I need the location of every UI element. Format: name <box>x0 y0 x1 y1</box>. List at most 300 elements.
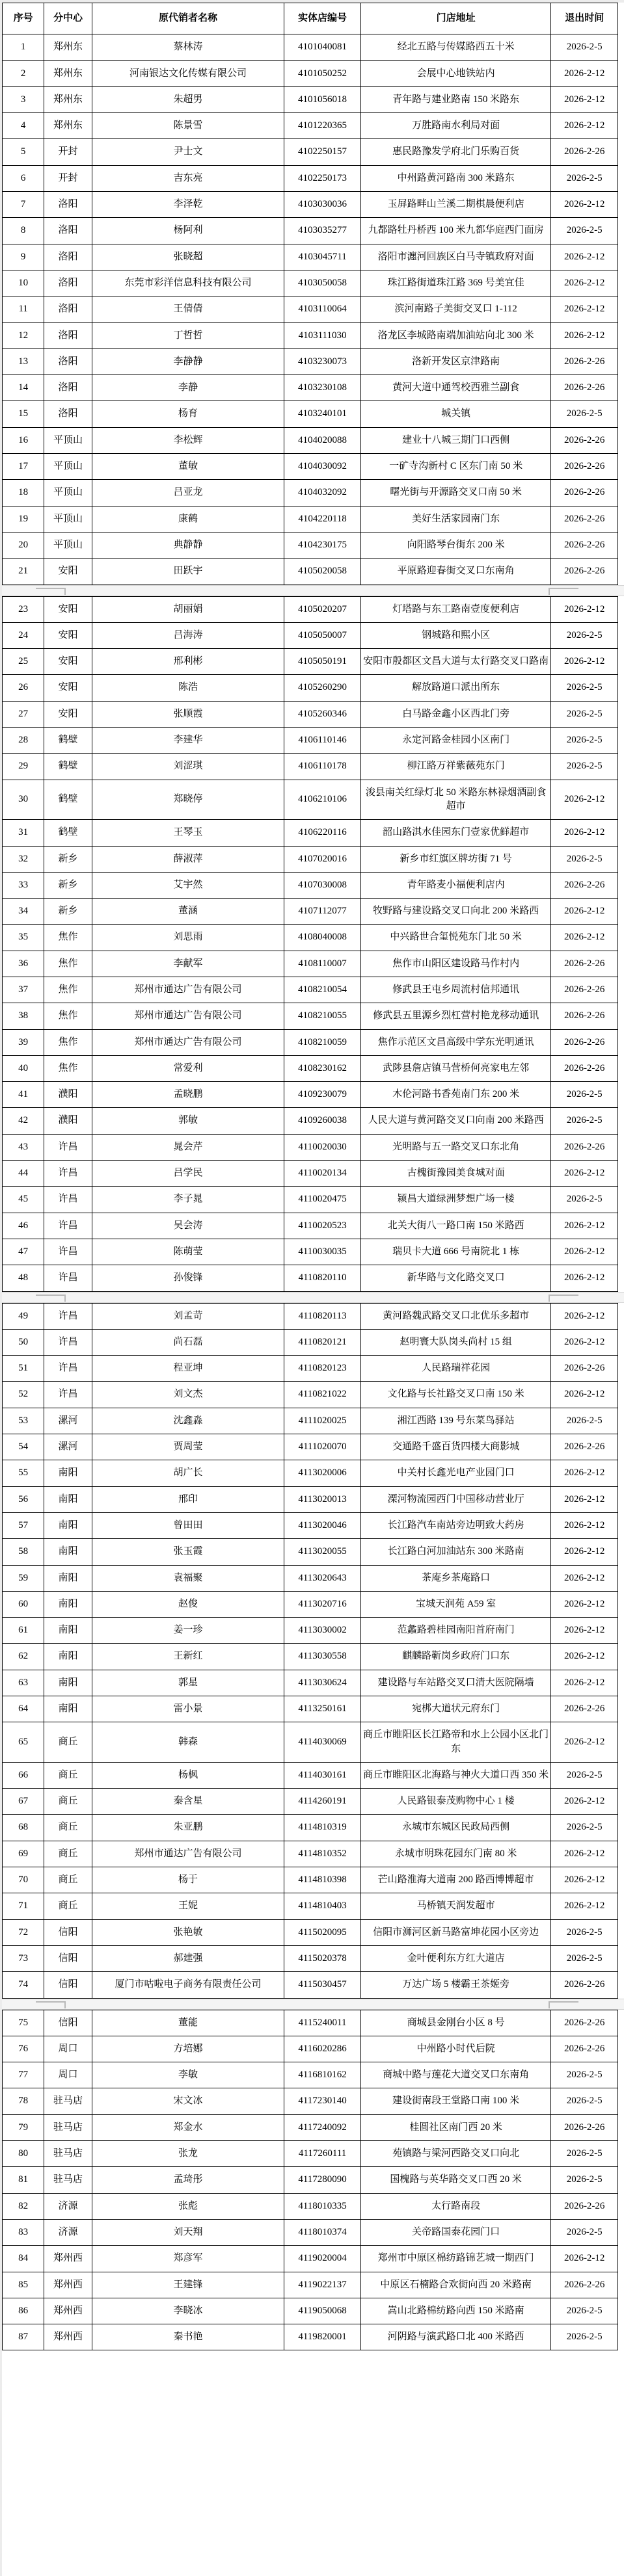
cell-serial: 17 <box>3 454 44 480</box>
cell-store-address: 太行路南段 <box>360 2193 551 2219</box>
cell-store-code: 4105260346 <box>284 701 361 727</box>
table-row <box>3 244 618 270</box>
cell-branch: 商丘 <box>44 1867 92 1893</box>
cell-store-address: 长江路汽车南站旁边明致大药房 <box>360 1512 551 1538</box>
cell-exit-date: 2026-2-26 <box>551 375 618 401</box>
table-row <box>3 2114 618 2140</box>
cell-store-address: 永城市明珠花园东门南 80 米 <box>360 1841 551 1867</box>
cell-store-address: 信阳市浉河区新马路富坤花园小区旁边 <box>360 1919 551 1945</box>
cell-exit-date: 2026-2-26 <box>551 480 618 506</box>
cell-serial: 19 <box>3 506 44 532</box>
cell-exit-date: 2026-2-12 <box>551 1565 618 1591</box>
cell-agent-name: 姜一珍 <box>92 1618 284 1644</box>
cell-store-address: 商城县金刚台小区 8 号 <box>360 2010 551 2036</box>
cell-branch: 南阳 <box>44 1618 92 1644</box>
cell-store-address: 麒麟路靳岗乡政府门口东 <box>360 1644 551 1670</box>
cell-branch: 驻马店 <box>44 2141 92 2167</box>
cell-branch: 驻马店 <box>44 2114 92 2140</box>
cell-exit-date: 2026-2-5 <box>551 846 618 872</box>
cell-store-code: 4101040081 <box>284 34 361 60</box>
cell-exit-date: 2026-2-12 <box>551 86 618 112</box>
cell-serial: 30 <box>3 780 44 820</box>
cell-exit-date: 2026-2-26 <box>551 532 618 558</box>
cell-store-address: 金叶便利东方红大道店 <box>360 1945 551 1971</box>
cell-branch: 洛阳 <box>44 322 92 348</box>
cell-agent-name: 孟晓鹏 <box>92 1082 284 1108</box>
cell-store-address: 郑州市中原区棉纺路锦艺城一期西门 <box>360 2246 551 2272</box>
cell-branch: 焦作 <box>44 925 92 951</box>
cell-agent-name: 孟琦彤 <box>92 2167 284 2193</box>
table-row <box>3 2141 618 2167</box>
cell-agent-name: 李泽乾 <box>92 192 284 218</box>
cell-store-address: 交通路千盛百货四楼大商影城 <box>360 1434 551 1460</box>
cell-serial: 11 <box>3 296 44 322</box>
cell-agent-name: 郑金水 <box>92 2114 284 2140</box>
cell-agent-name: 尚石磊 <box>92 1329 284 1355</box>
cell-agent-name: 杨阿利 <box>92 218 284 244</box>
cell-agent-name: 李敏 <box>92 2062 284 2088</box>
cell-store-code: 4108110007 <box>284 951 361 977</box>
cell-store-code: 4113020055 <box>284 1539 361 1565</box>
cell-store-code: 4106110146 <box>284 728 361 754</box>
cell-serial: 82 <box>3 2193 44 2219</box>
agent-exit-table-part-3 <box>2 1303 618 1999</box>
cell-exit-date: 2026-2-5 <box>551 218 618 244</box>
cell-agent-name: 尹士文 <box>92 139 284 165</box>
table-row <box>3 1003 618 1029</box>
table-row <box>3 139 618 165</box>
page-break-indicator <box>2 1292 624 1303</box>
cell-store-address: 万达广场 5 楼霸王茶姬旁 <box>360 1972 551 1998</box>
cell-exit-date: 2026-2-12 <box>551 322 618 348</box>
cell-store-address: 人民路银泰茂购物中心 1 楼 <box>360 1789 551 1815</box>
cell-serial: 9 <box>3 244 44 270</box>
page-corner-mark-icon <box>549 588 578 595</box>
cell-agent-name: 李建华 <box>92 728 284 754</box>
cell-serial: 55 <box>3 1460 44 1486</box>
cell-store-code: 4103240101 <box>284 401 361 427</box>
cell-store-code: 4111020070 <box>284 1434 361 1460</box>
cell-branch: 许昌 <box>44 1213 92 1239</box>
cell-store-address: 黄河大道中通驾校西雅兰副食 <box>360 375 551 401</box>
cell-exit-date: 2026-2-12 <box>551 1486 618 1512</box>
cell-exit-date: 2026-2-5 <box>551 675 618 701</box>
cell-store-code: 4108210055 <box>284 1003 361 1029</box>
cell-serial: 84 <box>3 2246 44 2272</box>
cell-store-code: 4104230175 <box>284 532 361 558</box>
cell-agent-name: 东莞市彩洋信息科技有限公司 <box>92 270 284 296</box>
cell-store-code: 4115030457 <box>284 1972 361 1998</box>
cell-branch: 许昌 <box>44 1134 92 1160</box>
cell-exit-date: 2026-2-26 <box>551 1003 618 1029</box>
table-row <box>3 754 618 780</box>
cell-store-code: 4110020030 <box>284 1134 361 1160</box>
cell-exit-date: 2026-2-5 <box>551 2219 618 2245</box>
cell-exit-date: 2026-2-26 <box>551 559 618 585</box>
cell-serial: 81 <box>3 2167 44 2193</box>
cell-agent-name: 郑彦军 <box>92 2246 284 2272</box>
table-row <box>3 622 618 648</box>
cell-branch: 洛阳 <box>44 270 92 296</box>
cell-branch: 许昌 <box>44 1187 92 1213</box>
cell-store-code: 4113030002 <box>284 1618 361 1644</box>
cell-agent-name: 沈鑫淼 <box>92 1408 284 1434</box>
table-row <box>3 1815 618 1841</box>
cell-agent-name: 程亚坤 <box>92 1356 284 1382</box>
cell-branch: 安阳 <box>44 596 92 622</box>
cell-store-code: 4105050191 <box>284 649 361 675</box>
cell-branch: 焦作 <box>44 977 92 1003</box>
cell-branch: 郑州东 <box>44 86 92 112</box>
cell-store-code: 4107020016 <box>284 846 361 872</box>
page-corner-mark-icon <box>549 2001 578 2008</box>
cell-serial: 61 <box>3 1618 44 1644</box>
table-row <box>3 427 618 453</box>
table-row <box>3 872 618 898</box>
cell-exit-date: 2026-2-5 <box>551 401 618 427</box>
cell-exit-date: 2026-2-5 <box>551 1408 618 1434</box>
cell-serial: 42 <box>3 1108 44 1134</box>
table-row <box>3 1382 618 1408</box>
cell-store-address: 惠民路豫发学府北门乐购百货 <box>360 139 551 165</box>
cell-branch: 郑州西 <box>44 2272 92 2298</box>
cell-store-address: 九都路牡丹桥西 100 米九都华庭西门面房 <box>360 218 551 244</box>
table-row <box>3 322 618 348</box>
cell-store-address: 人民大道与黄河路交叉口向南 200 米路西 <box>360 1108 551 1134</box>
cell-exit-date: 2026-2-12 <box>551 270 618 296</box>
cell-store-code: 4110820110 <box>284 1265 361 1291</box>
cell-store-address: 牧野路与建设路交叉口向北 200 米路西 <box>360 899 551 925</box>
cell-branch: 南阳 <box>44 1644 92 1670</box>
cell-agent-name: 薛淑萍 <box>92 846 284 872</box>
cell-agent-name: 河南银达文化传媒有限公司 <box>92 60 284 86</box>
cell-branch: 焦作 <box>44 1029 92 1055</box>
table-row <box>3 701 618 727</box>
cell-store-address: 文化路与长社路交叉口南 150 米 <box>360 1382 551 1408</box>
cell-store-address: 一矿寺沟新村 C 区东门南 50 米 <box>360 454 551 480</box>
cell-serial: 52 <box>3 1382 44 1408</box>
cell-store-address: 白马路金鑫小区西北门旁 <box>360 701 551 727</box>
cell-store-address: 珠江路街道珠江路 369 号美宜佳 <box>360 270 551 296</box>
cell-exit-date: 2026-2-5 <box>551 2088 618 2114</box>
cell-exit-date: 2026-2-12 <box>551 925 618 951</box>
cell-branch: 许昌 <box>44 1303 92 1329</box>
cell-store-address: 会展中心地铁站内 <box>360 60 551 86</box>
cell-serial: 72 <box>3 1919 44 1945</box>
cell-exit-date: 2026-2-26 <box>551 2036 618 2062</box>
table-row <box>3 1161 618 1187</box>
cell-serial: 79 <box>3 2114 44 2140</box>
cell-exit-date: 2026-2-26 <box>551 951 618 977</box>
cell-agent-name: 晁会芹 <box>92 1134 284 1160</box>
cell-serial: 47 <box>3 1239 44 1265</box>
cell-serial: 43 <box>3 1134 44 1160</box>
cell-serial: 73 <box>3 1945 44 1971</box>
cell-branch: 驻马店 <box>44 2088 92 2114</box>
cell-store-address: 洛龙区李城路南端加油站向北 300 米 <box>360 322 551 348</box>
table-row <box>3 1696 618 1722</box>
cell-store-address: 洛阳市瀍河回族区白马寺镇政府对面 <box>360 244 551 270</box>
cell-serial: 65 <box>3 1722 44 1763</box>
cell-store-code: 4110820121 <box>284 1329 361 1355</box>
table-row <box>3 559 618 585</box>
table-row <box>3 899 618 925</box>
table-row <box>3 2062 618 2088</box>
cell-agent-name: 郭星 <box>92 1670 284 1696</box>
table-row <box>3 532 618 558</box>
table-row <box>3 649 618 675</box>
cell-store-address: 建设街南段王堂路口南 100 米 <box>360 2088 551 2114</box>
cell-serial: 76 <box>3 2036 44 2062</box>
cell-branch: 信阳 <box>44 1945 92 1971</box>
table-row <box>3 1972 618 1998</box>
cell-branch: 郑州东 <box>44 113 92 139</box>
cell-serial: 70 <box>3 1867 44 1893</box>
page-break-indicator <box>2 585 624 596</box>
table-row <box>3 675 618 701</box>
cell-store-code: 4110020475 <box>284 1187 361 1213</box>
cell-store-address: 柳江路万祥紫薇苑东门 <box>360 754 551 780</box>
cell-agent-name: 郭敏 <box>92 1108 284 1134</box>
cell-branch: 许昌 <box>44 1356 92 1382</box>
cell-serial: 46 <box>3 1213 44 1239</box>
cell-store-address: 钢城路和熙小区 <box>360 622 551 648</box>
cell-exit-date: 2026-2-12 <box>551 1644 618 1670</box>
table-row <box>3 1082 618 1108</box>
cell-agent-name: 邢印 <box>92 1486 284 1512</box>
cell-store-address: 焦作示范区文昌高级中学东光明通讯 <box>360 1029 551 1055</box>
cell-store-code: 4101050252 <box>284 60 361 86</box>
table-row <box>3 192 618 218</box>
cell-store-address: 灯塔路与东工路南壹度便利店 <box>360 596 551 622</box>
cell-exit-date: 2026-2-5 <box>551 1815 618 1841</box>
cell-exit-date: 2026-2-26 <box>551 1134 618 1160</box>
column-header-serial: 序号 <box>3 3 44 34</box>
cell-serial: 80 <box>3 2141 44 2167</box>
cell-store-address: 北关大街八一路口南 150 米路西 <box>360 1213 551 1239</box>
cell-store-code: 4114810319 <box>284 1815 361 1841</box>
table-row <box>3 596 618 622</box>
cell-branch: 许昌 <box>44 1329 92 1355</box>
table-row <box>3 270 618 296</box>
cell-serial: 33 <box>3 872 44 898</box>
cell-store-address: 武陟县詹店镇马营桥何亮家电左邻 <box>360 1055 551 1081</box>
cell-agent-name: 吉东亮 <box>92 165 284 191</box>
table-row <box>3 1565 618 1591</box>
cell-agent-name: 郑州市通达广告有限公司 <box>92 1029 284 1055</box>
cell-agent-name: 宋文冰 <box>92 2088 284 2114</box>
table-row <box>3 2036 618 2062</box>
cell-agent-name: 杨育 <box>92 401 284 427</box>
cell-agent-name: 赵俊 <box>92 1591 284 1617</box>
cell-store-code: 4113020643 <box>284 1565 361 1591</box>
cell-branch: 鹤壁 <box>44 820 92 846</box>
cell-serial: 85 <box>3 2272 44 2298</box>
cell-store-address: 万胜路南水利局对面 <box>360 113 551 139</box>
cell-store-address: 中兴路世合玺悦苑东门北 50 米 <box>360 925 551 951</box>
cell-branch: 郑州西 <box>44 2246 92 2272</box>
cell-agent-name: 李静 <box>92 375 284 401</box>
cell-serial: 69 <box>3 1841 44 1867</box>
cell-serial: 83 <box>3 2219 44 2245</box>
cell-store-code: 4110820113 <box>284 1303 361 1329</box>
table-row <box>3 951 618 977</box>
cell-agent-name: 刘文杰 <box>92 1382 284 1408</box>
cell-store-code: 4105020207 <box>284 596 361 622</box>
cell-branch: 南阳 <box>44 1512 92 1538</box>
cell-agent-name: 康鹤 <box>92 506 284 532</box>
cell-store-code: 4104220118 <box>284 506 361 532</box>
table-row <box>3 925 618 951</box>
cell-agent-name: 孙俊锋 <box>92 1265 284 1291</box>
cell-branch: 平顶山 <box>44 480 92 506</box>
cell-serial: 67 <box>3 1789 44 1815</box>
cell-serial: 7 <box>3 192 44 218</box>
cell-branch: 安阳 <box>44 649 92 675</box>
cell-serial: 66 <box>3 1762 44 1788</box>
cell-store-address: 建设路与车站路交叉口清大医院隔墙 <box>360 1670 551 1696</box>
cell-store-code: 4109230079 <box>284 1082 361 1108</box>
cell-store-address: 城关镇 <box>360 401 551 427</box>
cell-serial: 59 <box>3 1565 44 1591</box>
table-row <box>3 1618 618 1644</box>
cell-exit-date: 2026-2-26 <box>551 2272 618 2298</box>
cell-store-address: 瑞贝卡大道 666 号南院北 1 栋 <box>360 1239 551 1265</box>
cell-agent-name: 郑州市通达广告有限公司 <box>92 977 284 1003</box>
cell-agent-name: 李松辉 <box>92 427 284 453</box>
cell-branch: 商丘 <box>44 1722 92 1763</box>
cell-exit-date: 2026-2-12 <box>551 192 618 218</box>
table-row <box>3 1591 618 1617</box>
cell-branch: 南阳 <box>44 1486 92 1512</box>
table-row <box>3 2298 618 2324</box>
cell-exit-date: 2026-2-5 <box>551 1945 618 1971</box>
header-row <box>3 3 618 34</box>
cell-store-code: 4103045711 <box>284 244 361 270</box>
cell-serial: 3 <box>3 86 44 112</box>
cell-serial: 58 <box>3 1539 44 1565</box>
cell-store-address: 关帝路国泰花园门口 <box>360 2219 551 2245</box>
cell-store-address: 溧河物流园西门中国移动营业厅 <box>360 1486 551 1512</box>
page-corner-mark-icon <box>36 1295 66 1302</box>
cell-serial: 37 <box>3 977 44 1003</box>
cell-agent-name: 张龙 <box>92 2141 284 2167</box>
cell-store-address: 中州路黄河路南 300 米路东 <box>360 165 551 191</box>
cell-serial: 53 <box>3 1408 44 1434</box>
column-header-store-code: 实体店编号 <box>284 3 361 34</box>
cell-store-code: 4116020286 <box>284 2036 361 2062</box>
cell-exit-date: 2026-2-26 <box>551 139 618 165</box>
cell-branch: 郑州东 <box>44 34 92 60</box>
cell-branch: 漯河 <box>44 1408 92 1434</box>
cell-serial: 10 <box>3 270 44 296</box>
cell-exit-date: 2026-2-12 <box>551 1867 618 1893</box>
cell-serial: 78 <box>3 2088 44 2114</box>
cell-store-address: 滨河南路子美街交叉口 1-112 <box>360 296 551 322</box>
cell-store-code: 4114810403 <box>284 1893 361 1919</box>
cell-agent-name: 郑州市通达广告有限公司 <box>92 1841 284 1867</box>
table-row <box>3 1867 618 1893</box>
cell-agent-name: 雷小景 <box>92 1696 284 1722</box>
cell-store-address: 永城市东城区民政局西侧 <box>360 1815 551 1841</box>
cell-store-code: 4115020378 <box>284 1945 361 1971</box>
cell-store-code: 4105260290 <box>284 675 361 701</box>
cell-store-address: 马桥镇天润发超市 <box>360 1893 551 1919</box>
cell-exit-date: 2026-2-12 <box>551 1512 618 1538</box>
table-row <box>3 1919 618 1945</box>
column-header-agent-name: 原代销者名称 <box>92 3 284 34</box>
cell-store-code: 4117240092 <box>284 2114 361 2140</box>
cell-store-code: 4103050058 <box>284 270 361 296</box>
table-row <box>3 1408 618 1434</box>
cell-exit-date: 2026-2-5 <box>551 2167 618 2193</box>
cell-serial: 50 <box>3 1329 44 1355</box>
table-row <box>3 218 618 244</box>
cell-serial: 41 <box>3 1082 44 1108</box>
cell-agent-name: 贾周莹 <box>92 1434 284 1460</box>
cell-store-code: 4104030092 <box>284 454 361 480</box>
cell-serial: 74 <box>3 1972 44 1998</box>
cell-store-address: 洛新开发区京津路南 <box>360 348 551 375</box>
cell-store-code: 4110030035 <box>284 1239 361 1265</box>
cell-store-code: 4118010374 <box>284 2219 361 2245</box>
cell-serial: 57 <box>3 1512 44 1538</box>
cell-store-address: 商城中路与莲花大道交叉口东南角 <box>360 2062 551 2088</box>
cell-branch: 安阳 <box>44 675 92 701</box>
cell-store-address: 苑镇路与梁河西路交叉口向北 <box>360 2141 551 2167</box>
cell-exit-date: 2026-2-12 <box>551 1329 618 1355</box>
table-row <box>3 1055 618 1081</box>
cell-serial: 23 <box>3 596 44 622</box>
cell-agent-name: 王妮 <box>92 1893 284 1919</box>
cell-serial: 44 <box>3 1161 44 1187</box>
cell-branch: 焦作 <box>44 1003 92 1029</box>
cell-agent-name: 张彪 <box>92 2193 284 2219</box>
cell-store-code: 4117230140 <box>284 2088 361 2114</box>
table-row <box>3 348 618 375</box>
cell-exit-date: 2026-2-5 <box>551 1108 618 1134</box>
cell-store-code: 4119050068 <box>284 2298 361 2324</box>
cell-branch: 许昌 <box>44 1239 92 1265</box>
cell-store-address: 河阴路与演武路口北 400 米路西 <box>360 2324 551 2350</box>
cell-serial: 60 <box>3 1591 44 1617</box>
cell-serial: 38 <box>3 1003 44 1029</box>
cell-exit-date: 2026-2-12 <box>551 1841 618 1867</box>
cell-store-address: 美好生活家园南门东 <box>360 506 551 532</box>
cell-store-address: 赵明寰大队岗头尚村 15 组 <box>360 1329 551 1355</box>
table-row <box>3 113 618 139</box>
cell-exit-date: 2026-2-26 <box>551 1972 618 1998</box>
cell-store-address: 中关村长鑫光电产业园门口 <box>360 1460 551 1486</box>
table-row <box>3 454 618 480</box>
table-row <box>3 1108 618 1134</box>
column-header-branch: 分中心 <box>44 3 92 34</box>
table-row <box>3 2167 618 2193</box>
cell-store-code: 4108210059 <box>284 1029 361 1055</box>
cell-exit-date: 2026-2-5 <box>551 1082 618 1108</box>
cell-serial: 4 <box>3 113 44 139</box>
cell-store-code: 4110820123 <box>284 1356 361 1382</box>
cell-serial: 56 <box>3 1486 44 1512</box>
cell-agent-name: 王琴玉 <box>92 820 284 846</box>
table-row <box>3 1356 618 1382</box>
cell-store-address: 黄河路魏武路交叉口北优乐多超市 <box>360 1303 551 1329</box>
cell-serial: 27 <box>3 701 44 727</box>
cell-exit-date: 2026-2-26 <box>551 427 618 453</box>
cell-branch: 安阳 <box>44 559 92 585</box>
cell-store-address: 国槐路与英华路交叉口西 20 米 <box>360 2167 551 2193</box>
cell-branch: 平顶山 <box>44 427 92 453</box>
